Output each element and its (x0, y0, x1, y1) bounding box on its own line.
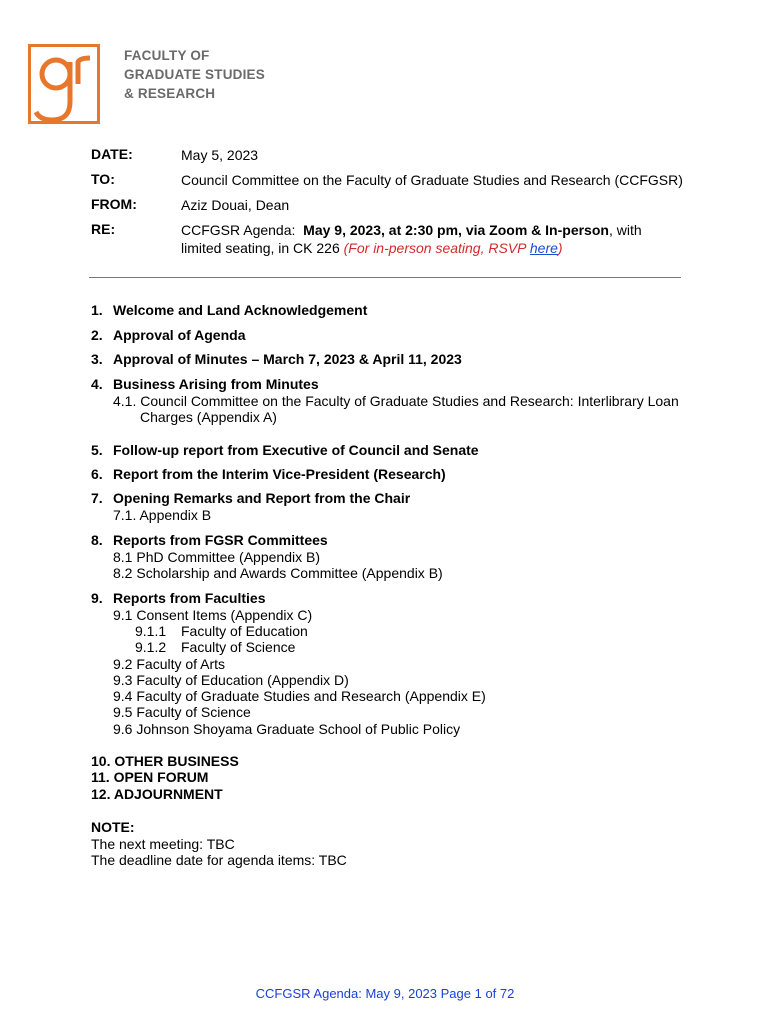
agenda-item-title: Opening Remarks and Report from the Chair (113, 490, 411, 506)
agenda-item-number: 3. (91, 351, 103, 367)
agenda-item-number: 8. (91, 532, 103, 548)
re-line2: limited seating, in CK 226 (181, 240, 344, 256)
agenda-item-number: 5. (91, 442, 103, 458)
gr-logo-mark (28, 44, 100, 124)
agenda-item-number: 7. (91, 490, 103, 506)
page-footer: CCFGSR Agenda: May 9, 2023 Page 1 of 72 (255, 986, 515, 1001)
agenda-item-2 (91, 327, 246, 343)
agenda-subitem-7-1: 7.1. Appendix B (113, 507, 212, 523)
agenda-item-title: Reports from FGSR Committees (113, 532, 328, 548)
faculty-logo (28, 44, 268, 130)
agenda-item-4 (91, 376, 319, 392)
agenda-subitem-9-1-1 (135, 623, 308, 640)
header-divider (89, 277, 681, 278)
note-heading: NOTE: (91, 819, 135, 835)
agenda-item-8 (91, 532, 328, 548)
agenda-item-title: Reports from Faculties (113, 590, 266, 606)
agenda-item-title: Follow-up report from Executive of Council and Senate (113, 442, 479, 458)
agenda-subitem-9-5: 9.5 Faculty of Science (113, 704, 251, 720)
subitem-number: 9.1.1 (135, 623, 167, 639)
agenda-subitem-9-3: 9.3 Faculty of Education (Appendix D) (113, 672, 349, 688)
date-label: DATE: (91, 146, 133, 162)
re-meeting-details: May 9, 2023, at 2:30 pm, via Zoom & In-person (303, 222, 609, 238)
rsvp-here-link[interactable]: here (529, 240, 558, 256)
agenda-subitem-4-1: 4.1. Council Committee on the Faculty of Graduate Studies and Research: Interlibrary Loan (113, 393, 679, 409)
re-prefix: CCFGSR Agenda: (181, 222, 304, 238)
agenda-item-1 (91, 302, 367, 318)
agenda-item-11: 11. OPEN FORUM (91, 769, 209, 785)
agenda-subitem-8-1: 8.1 PhD Committee (Appendix B) (113, 549, 320, 565)
to-value: Council Committee on the Faculty of Graduate Studies and Research (CCFGSR) (181, 172, 683, 188)
agenda-item-number: 2. (91, 327, 103, 343)
agenda-item-5 (91, 442, 479, 458)
agenda-item-3 (91, 351, 462, 367)
re-rsvp-close: ) (557, 240, 563, 256)
subitem-text: Faculty of Education (181, 623, 308, 639)
agenda-subitem-9-6: 9.6 Johnson Shoyama Graduate School of Public Policy (113, 721, 461, 737)
agenda-item-10: 10. OTHER BUSINESS (91, 753, 239, 769)
subitem-number: 9.1.2 (135, 639, 167, 655)
agenda-item-number: 6. (91, 466, 103, 482)
agenda-item-title: Welcome and Land Acknowledgement (113, 302, 368, 318)
agenda-item-number: 1. (91, 302, 103, 318)
logo-text (124, 46, 265, 103)
agenda-subitem-9-4: 9.4 Faculty of Graduate Studies and Research (Appendix E) (113, 688, 486, 704)
agenda-item-title: Approval of Agenda (113, 327, 246, 343)
agenda-subitem-9-1: 9.1 Consent Items (Appendix C) (113, 607, 313, 623)
logo-line-3: & RESEARCH (124, 86, 216, 101)
from-label: FROM: (91, 196, 137, 212)
logo-line-1: FACULTY OF (124, 48, 210, 63)
agenda-subitem-8-2: 8.2 Scholarship and Awards Committee (Appendix B) (113, 565, 443, 581)
agenda-item-title: Report from the Interim Vice-President (Research) (113, 466, 446, 482)
agenda-subitem-4-1-cont: Charges (Appendix A) (140, 409, 277, 425)
agenda-subitem-9-1-2 (135, 639, 295, 656)
date-value: May 5, 2023 (181, 147, 259, 163)
agenda-item-9 (91, 590, 265, 606)
agenda-item-number: 9. (91, 590, 103, 606)
from-value: Aziz Douai, Dean (181, 197, 290, 213)
re-rsvp-open: (For in-person seating, RSVP (343, 240, 530, 256)
agenda-item-12: 12. ADJOURNMENT (91, 786, 223, 802)
re-label: RE: (91, 221, 116, 237)
agenda-item-number: 4. (91, 376, 103, 392)
agenda-item-title: Business Arising from Minutes (113, 376, 319, 392)
subitem-text: Faculty of Science (181, 639, 296, 655)
agenda-subitem-9-2: 9.2 Faculty of Arts (113, 656, 226, 672)
note-next-meeting: The next meeting: TBC (91, 836, 235, 852)
note-deadline: The deadline date for agenda items: TBC (91, 852, 347, 868)
agenda-item-title: Approval of Minutes – March 7, 2023 & April 11, 2023 (113, 351, 462, 367)
agenda-item-7 (91, 490, 410, 506)
re-value (181, 221, 686, 257)
logo-line-2: GRADUATE STUDIES (124, 67, 265, 82)
to-label: TO: (91, 171, 115, 187)
re-middle: , with (608, 222, 642, 238)
agenda-item-6 (91, 466, 446, 482)
